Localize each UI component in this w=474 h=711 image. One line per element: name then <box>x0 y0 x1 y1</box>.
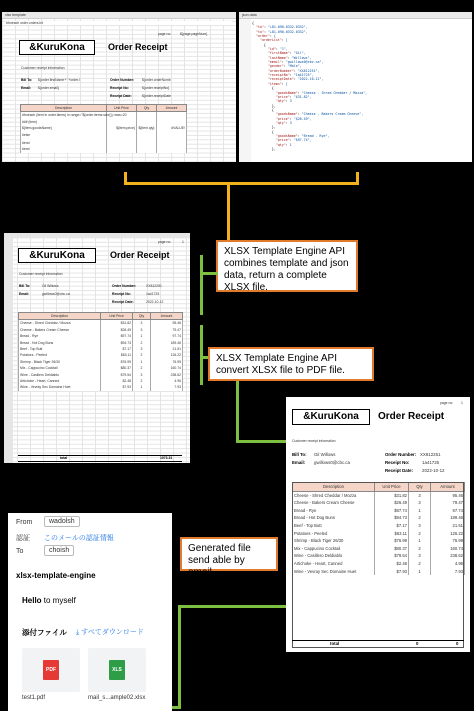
json-key: "gender" <box>267 64 284 69</box>
json-line: "goodsName": "Bread - Rye", <box>275 133 330 138</box>
merge-bracket-stem <box>227 184 230 240</box>
template-email-value: ${order.email} <box>38 86 59 90</box>
cell-description: Artichoke - Heart, Canned <box>293 560 375 568</box>
json-line: "goodsName": "Cheese - Bakers Cream Cheese", <box>275 112 364 117</box>
cell-unit-price: $76.99 <box>375 537 409 545</box>
xlsx-email-label: Email: <box>19 292 30 296</box>
cell-amount: 7.93 <box>151 384 183 390</box>
cell-unit-price: $79.54 <box>375 552 409 560</box>
xlsx-title: Order Receipt <box>110 250 170 260</box>
cell-description: Cheese - Bakers Cream Cheese <box>293 499 375 507</box>
json-value: "$97.74", <box>293 138 312 143</box>
json-line-gutter <box>239 19 251 162</box>
cell-unit-price: $63.11 <box>101 352 133 358</box>
template-title: Order Receipt <box>108 42 168 52</box>
cell-unit-price <box>107 146 137 152</box>
pdf-receipt-no-label: Receipt No: <box>385 460 410 465</box>
json-line: }, <box>252 125 276 130</box>
template-col-amount: Amount <box>157 105 187 112</box>
xlsx-order-number-value: XX812251 <box>146 284 162 288</box>
pdf-total-rule <box>292 640 464 641</box>
json-value: [ <box>285 38 288 43</box>
pdf-total-label: total <box>330 641 340 646</box>
attachment-card-xlsx[interactable] <box>88 648 146 692</box>
json-line: "orderList": [ <box>259 38 288 43</box>
template-col-qty: Qty <box>137 105 157 112</box>
json-line: "to": "+81-090-0332-0332", <box>255 25 308 30</box>
json-line: { <box>252 107 274 112</box>
cell-unit-price: $31.82 <box>375 491 409 499</box>
pdf-total-amount: 0 <box>456 641 459 646</box>
cell-description: ${item.goodsName} <box>21 125 107 131</box>
cell-description: Potatoes - Peeled <box>293 530 375 538</box>
cell-description: Bread - Hot Dog Buns <box>19 340 101 346</box>
cell-amount: 4.96 <box>151 378 183 384</box>
cell-amount: 95.46 <box>431 491 465 499</box>
pdf-order-number-label: Order Number: <box>385 452 417 457</box>
cell-qty: 2 <box>409 530 431 538</box>
template-page-label: page no: <box>158 32 172 36</box>
json-line: "order": { <box>255 34 276 39</box>
email-attachments-label: 添付ファイル <box>22 628 67 637</box>
json-key: "orderList" <box>259 38 282 43</box>
cell-unit-price: $26.49 <box>375 499 409 507</box>
json-value: "+81-090-0332-0332", <box>267 29 308 34</box>
xlsx-receipt-date-value: 2022-10-12 <box>146 300 164 304</box>
json-key: "price" <box>275 138 290 143</box>
xlsx-page-value: 1 <box>182 240 184 244</box>
json-value: "Male", <box>287 64 302 69</box>
cell-unit-price: $97.74 <box>375 507 409 515</box>
cell-qty: 2 <box>133 352 151 358</box>
cell-qty: 3 <box>409 522 431 530</box>
pdf-email-label: Email: <box>292 460 306 465</box>
cell-description: Mix - Cappucino Cocktail <box>293 545 375 553</box>
cell-unit-price: $97.74 <box>101 333 133 339</box>
xlsx-bill-to-value: Gil Willows <box>42 284 59 288</box>
table-row <box>293 507 465 515</box>
json-value: { <box>273 34 276 39</box>
cell-amount: 79.47 <box>431 499 465 507</box>
xlsx-col-header-bar <box>4 233 190 238</box>
cell-description: Beef - Top Butt <box>293 522 375 530</box>
json-line: }, <box>252 103 276 108</box>
xlsx-row-header-bar <box>4 233 13 463</box>
cell-qty: 2 <box>409 560 431 568</box>
merge-callout: XLSX Template Engine API combines template and json data, return a complete XLSX file. <box>216 240 358 292</box>
cell-description: Artichoke - Heart, Canned <box>19 378 101 384</box>
cell-qty: 1 <box>133 384 151 390</box>
json-key: "goodsName" <box>275 112 298 117</box>
cell-unit-price: ${item.price} <box>107 125 137 131</box>
email-greeting-bold: Hello <box>22 596 42 605</box>
pdf-bill-to-label: Bill To: <box>292 452 307 457</box>
connector-email-top <box>178 605 286 608</box>
cell-qty <box>137 146 157 152</box>
cell-unit-price: $2.48 <box>101 378 133 384</box>
xlsx-logo: &KuruKona <box>18 248 96 263</box>
table-row <box>19 384 183 390</box>
json-line: "orderNumber": "XX812251", <box>267 68 320 73</box>
xlsx-order-number-label: Order Number: <box>112 284 137 288</box>
cell-unit-price: $94.73 <box>101 340 133 346</box>
cell-qty <box>137 112 157 119</box>
xlsx-total-value: 1073.31 <box>160 456 173 460</box>
template-receipt-date-value: ${order.receiptDate <box>142 94 172 98</box>
cell-description: #else <box>21 132 107 138</box>
pdf-order-number-value: XX812251 <box>420 452 441 457</box>
template-receipt-no-label: Receipt No: <box>110 86 129 90</box>
cell-description: #foreach (item in order.items) in range="${order.items.size()} rows=20 <box>22 113 127 118</box>
json-key: "receiptNo" <box>267 73 290 78</box>
cell-unit-price: $7.93 <box>101 384 133 390</box>
cell-amount: 76.99 <box>151 359 183 365</box>
table-row <box>293 568 465 576</box>
pdf-receipt-no-value: 1a41725 <box>422 460 440 465</box>
json-value: "2022-10-12", <box>297 77 324 82</box>
cell-description: Cheese - Bakers Cream Cheese <box>19 327 101 333</box>
email-subject: xlsx-template-engine <box>16 571 96 580</box>
json-line: "receiptNo": "1a41725", <box>267 73 314 78</box>
json-line: "receiptDate": "2022-10-12", <box>267 77 324 82</box>
pdf-receipt-date-value: 2022-10-12 <box>422 468 445 473</box>
email-download-all-label: すべてダウンロード <box>81 629 144 636</box>
pdf-info: Customer receipt information <box>292 439 336 443</box>
cell-unit-price: $80.37 <box>101 365 133 371</box>
xlsx-total-label: total <box>60 456 68 460</box>
xlsx-info: Customer receipt information <box>19 272 63 276</box>
json-value: "XX812251", <box>297 68 320 73</box>
json-key: "goodsName" <box>275 90 298 95</box>
cell-unit-price: $7.93 <box>375 568 409 576</box>
convert-callout: XLSX Template Engine API convert XLSX file to PDF file. <box>208 347 374 381</box>
json-value: "Cheese - Shred Cheddar / Mozza", <box>301 90 368 95</box>
cell-unit-price: $26.49 <box>101 327 133 333</box>
json-line: "to": "+81-090-0332-0332", <box>255 29 308 34</box>
json-key: "items" <box>267 81 282 86</box>
email-from-chip[interactable]: wadolsh <box>44 516 80 527</box>
cell-amount: 95.46 <box>151 320 183 327</box>
json-line: "goodsName": "Cheese - Shred Cheddar / Mozza", <box>275 90 368 95</box>
connector-email-stem <box>178 605 181 709</box>
json-key: "to" <box>255 29 264 34</box>
cell-description: ##if (item) <box>21 119 107 125</box>
json-line: "id": "1", <box>267 47 288 52</box>
xlsx-receipt-no-label: Receipt No: <box>112 292 131 296</box>
email-callout: Generated file send able by email. <box>180 537 278 571</box>
cell-qty: 3 <box>133 327 151 333</box>
json-line: "price": "$97.74", <box>275 138 312 143</box>
connector-merge-across <box>200 272 218 275</box>
cell-qty: 1 <box>133 333 151 339</box>
json-key: "lastName" <box>267 55 288 60</box>
json-line: { <box>252 21 254 25</box>
cell-qty: 3 <box>409 499 431 507</box>
table-row <box>293 552 465 560</box>
json-key: "price" <box>275 94 290 99</box>
cell-qty: 1 <box>409 507 431 515</box>
pdf-bill-to-value: Gil Willows <box>314 452 336 457</box>
template-receipt-no-value: ${order.receiptNo} <box>142 86 170 90</box>
json-value: "Willows", <box>291 55 312 60</box>
cell-qty: ${item.qty} <box>138 126 155 131</box>
template-page-value: ${page.pageNum} <box>180 32 208 36</box>
json-editor-tab[interactable]: json data <box>239 12 472 19</box>
xlsx-col-unit-price: Unit Price <box>101 313 133 320</box>
json-value: "1", <box>279 47 288 52</box>
cell-description: Cheese - Shred Cheddar / Mozza <box>19 320 101 327</box>
table-row <box>21 112 187 119</box>
cell-unit-price: $2.48 <box>375 560 409 568</box>
cell-qty: 3 <box>409 552 431 560</box>
xlsx-file-icon: XLS <box>109 660 125 680</box>
cell-amount: 97.74 <box>431 507 465 515</box>
connector-convert-stem <box>236 381 239 441</box>
cell-unit-price: $63.11 <box>375 530 409 538</box>
json-line: "lastName": "Willows", <box>267 55 312 60</box>
cell-amount: 97.74 <box>151 333 183 339</box>
xlsx-col-description: Description <box>19 313 101 320</box>
xlsx-total-rule <box>18 455 182 456</box>
pdf-col-description: Description <box>293 483 375 492</box>
xlsx-items-table <box>18 312 183 391</box>
table-row <box>19 320 183 327</box>
cell-amount: #VALUE! <box>157 125 187 131</box>
xlsx-page-label: page no: <box>158 240 172 244</box>
table-row <box>293 530 465 538</box>
cell-qty: 1 <box>409 537 431 545</box>
json-value: 3 <box>289 99 292 104</box>
json-line: { <box>252 129 274 134</box>
connector-convert-across <box>236 440 288 443</box>
table-row <box>293 514 465 522</box>
pdf-logo: &KuruKona <box>292 409 370 425</box>
cell-description: Bread - Hot Dog Buns <box>293 514 375 522</box>
cell-qty: 2 <box>133 365 151 371</box>
json-key: "qty" <box>275 142 286 147</box>
cell-amount: 238.62 <box>151 372 183 378</box>
template-editor-tab[interactable]: xlsx template <box>2 12 236 19</box>
email-greeting <box>22 596 76 605</box>
pdf-col-qty: Qty <box>409 483 431 492</box>
json-value: "$26.49", <box>293 116 312 121</box>
json-line: { <box>252 86 274 91</box>
merge-bracket-bottom <box>124 182 359 185</box>
email-to-label: To <box>16 548 24 555</box>
cell-description: Wine - Vevray Sec Domaine Huet <box>19 384 101 390</box>
json-line: "price": "$26.49", <box>275 116 312 121</box>
email-auth-label: 認証 <box>16 535 30 542</box>
cell-amount: 189.46 <box>431 514 465 522</box>
cell-amount: 21.51 <box>151 346 183 352</box>
pdf-file-icon: PDF <box>43 660 59 680</box>
table-row <box>293 522 465 530</box>
pdf-col-unit-price: Unit Price <box>375 483 409 492</box>
pdf-col-amount: Amount <box>431 483 465 492</box>
cell-description: Beef - Top Butt <box>19 346 101 352</box>
cell-qty: 2 <box>409 514 431 522</box>
table-row <box>293 491 465 499</box>
xlsx-col-amount: Amount <box>151 313 183 320</box>
json-key: "goodsName" <box>275 133 298 138</box>
pdf-page-label: page no: <box>440 401 454 405</box>
cell-amount <box>157 146 187 152</box>
attachment-card-pdf[interactable] <box>22 648 80 692</box>
cell-unit-price: $7.17 <box>101 346 133 352</box>
json-key: "qty" <box>275 120 286 125</box>
cell-unit-price: $76.99 <box>101 359 133 365</box>
template-bill-to-label: Bill To: <box>21 78 33 82</box>
cell-description: Wine - Vevray Sec Domaine Huet <box>293 568 375 576</box>
json-value: "1a41725", <box>293 73 314 78</box>
cell-description: Shrimp - Black Tiger 26/30 <box>293 537 375 545</box>
json-line: "firstName": "Gil", <box>267 51 306 56</box>
template-items-table <box>20 104 187 153</box>
json-value: [ <box>285 81 288 86</box>
cell-unit-price: $94.73 <box>375 514 409 522</box>
cell-amount: 160.74 <box>151 365 183 371</box>
pdf-title: Order Receipt <box>378 411 445 422</box>
cell-unit-price: $7.17 <box>375 522 409 530</box>
cell-qty: 2 <box>409 545 431 553</box>
cell-amount: 126.22 <box>431 530 465 538</box>
xlsx-email-value: gwillows0@cbc.ca <box>42 292 70 296</box>
template-formula-bar[interactable]: #foreach order.orders.bit <box>6 21 232 25</box>
pdf-receipt-date-label: Receipt Date: <box>385 468 414 473</box>
json-value: "Cheese - Bakers Cream Cheese", <box>301 112 364 117</box>
cell-description: Cheese - Shred Cheddar / Mozza <box>293 491 375 499</box>
template-receipt-date-label: Receipt Date: <box>110 94 132 98</box>
json-key: "receiptDate" <box>267 77 294 82</box>
email-greeting-rest: to myself <box>41 596 76 605</box>
template-bill-to-value: ${order.firstName+' '+order.l <box>38 78 80 82</box>
cell-qty: 3 <box>133 372 151 378</box>
cell-unit-price: $31.82 <box>101 320 133 327</box>
json-line: "qty": 3 <box>275 99 292 104</box>
cell-qty: 1 <box>133 359 151 365</box>
cell-qty: 3 <box>133 320 151 327</box>
cell-amount: 76.99 <box>431 537 465 545</box>
cell-description: #end <box>21 140 107 146</box>
pdf-total-qty: 0 <box>416 641 419 646</box>
cell-amount: 79.47 <box>151 327 183 333</box>
json-value: 1 <box>289 142 292 147</box>
cell-amount: 4.96 <box>431 560 465 568</box>
cell-amount: 238.62 <box>431 552 465 560</box>
json-value: "Gil", <box>293 51 306 56</box>
cell-amount <box>157 112 187 119</box>
xlsx-receipt-date-label: Receipt Date: <box>112 300 134 304</box>
table-row <box>293 545 465 553</box>
cell-qty: 3 <box>133 346 151 352</box>
template-order-number-label: Order Number: <box>110 78 135 82</box>
connector-xlsx-stem <box>200 325 203 385</box>
cell-amount: 7.93 <box>431 568 465 576</box>
json-line: { <box>252 42 266 47</box>
template-info: Customer receipt information <box>21 66 65 70</box>
cell-qty: 2 <box>133 378 151 384</box>
cell-amount: 21.51 <box>431 522 465 530</box>
email-download-all[interactable] <box>76 627 144 637</box>
json-key: "order" <box>255 34 270 39</box>
json-key: "to" <box>255 25 264 30</box>
xlsx-table-end-rule <box>18 461 182 462</box>
cell-qty: 2 <box>133 340 151 346</box>
table-row <box>21 146 187 152</box>
pdf-items-table <box>292 482 465 575</box>
email-auth-link[interactable]: このメールの認証情報 <box>44 535 114 542</box>
json-line: }, <box>252 146 276 151</box>
json-key: "orderNumber" <box>267 68 294 73</box>
json-code[interactable] <box>252 21 470 161</box>
json-line: "qty": 1 <box>275 142 292 147</box>
cell-amount: 126.22 <box>151 352 183 358</box>
json-key: "email" <box>267 60 282 65</box>
email-to-chip[interactable]: choish <box>44 545 74 556</box>
xlsx-col-qty: Qty <box>133 313 151 320</box>
json-key: "id" <box>267 47 276 52</box>
json-key: "price" <box>275 116 290 121</box>
cell-qty: 1 <box>409 568 431 576</box>
json-value: "+81-090-0332-0332", <box>267 25 308 30</box>
pdf-page-value: 1 <box>461 401 463 405</box>
json-value: 3 <box>289 120 292 125</box>
json-value: "Bread - Rye", <box>301 133 330 138</box>
cell-amount: 160.74 <box>431 545 465 553</box>
cell-description: Potatoes - Peeled <box>19 352 101 358</box>
table-row <box>293 560 465 568</box>
cell-description: Wine - Casillero Deldiablo <box>293 552 375 560</box>
json-line: "email": "gwillows0@cbc.ca", <box>267 60 324 65</box>
json-line: "qty": 3 <box>275 120 292 125</box>
cell-qty: 3 <box>409 491 431 499</box>
cell-description: #end <box>21 146 107 152</box>
xlsx-receipt-no-value: 1a41725 <box>146 292 160 296</box>
xlsx-bill-to-label: Bill To: <box>19 284 31 288</box>
connector-merge-down <box>200 255 203 315</box>
json-key: "firstName" <box>267 51 290 56</box>
json-line: "price": "$31.82", <box>275 94 312 99</box>
attachment-name-pdf: test1.pdf <box>22 695 46 701</box>
template-order-number-value: ${order.orderNumb <box>142 78 171 82</box>
cell-description: Wine - Casillero Deldiablo <box>19 372 101 378</box>
json-value: "$31.82", <box>293 94 312 99</box>
cell-description: Bread - Rye <box>293 507 375 515</box>
template-col-description: Description <box>21 105 107 112</box>
json-line: "gender": "Male", <box>267 64 302 69</box>
cell-amount: 189.46 <box>151 340 183 346</box>
table-row <box>293 537 465 545</box>
template-email-label: Email: <box>21 86 32 90</box>
template-logo: &KuruKona <box>19 40 95 55</box>
json-value: "gwillows0@cbc.ca", <box>285 60 324 65</box>
attachment-name-xlsx: mail_s...ample02.xlsx <box>88 695 146 701</box>
pdf-email-value: gwillows0@cbc.ca <box>314 460 350 465</box>
json-key: "qty" <box>275 99 286 104</box>
template-col-unit-price: Unit Price <box>107 105 137 112</box>
cell-unit-price: $79.54 <box>101 372 133 378</box>
cell-description: Mix - Cappucino Cocktail <box>19 365 101 371</box>
table-row <box>293 499 465 507</box>
cell-description: Bread - Rye <box>19 333 101 339</box>
download-icon: ⤓ <box>76 629 80 636</box>
cell-description: Shrimp - Black Tiger 26/30 <box>19 359 101 365</box>
json-line: "items": [ <box>267 81 288 86</box>
email-from-label: From <box>16 519 33 526</box>
cell-unit-price: $80.37 <box>375 545 409 553</box>
